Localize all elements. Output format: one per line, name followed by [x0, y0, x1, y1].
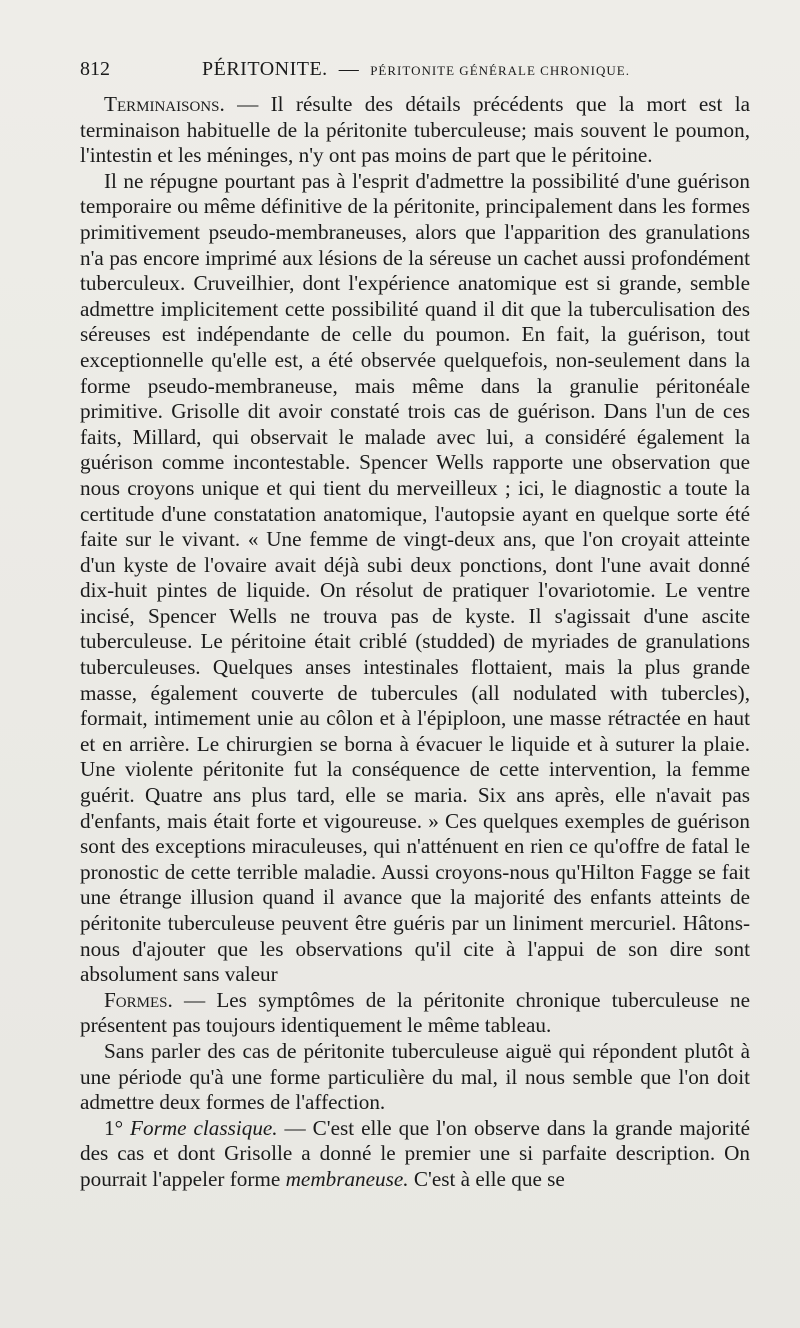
section-title: PÉRITONITE GÉNÉRALE CHRONIQUE.: [370, 63, 630, 78]
paragraph-text-end: C'est à elle que se: [408, 1166, 565, 1191]
header-separator: —: [338, 58, 360, 80]
paragraph-text: — Les symptômes de la péritonite chronique tuberculeuse ne présentent pas toujours identiquement le même tableau.: [80, 987, 750, 1038]
paragraph-guerison: [80, 169, 750, 988]
page-header: [80, 58, 750, 86]
running-title: PÉRITONITE.: [202, 58, 328, 80]
paragraph-deux-formes: [80, 1039, 750, 1116]
paragraph-text: Il ne répugne pourtant pas à l'esprit d'admettre la possibilité d'une guérison temporaire ou même définitive de la péritonite, principalement dans les formes primitivement pseudo-membraneuses, alors que l'apparition des granulations n'a pas encore imprimé aux lésions de la séreuse un cachet aussi profondément tuberculeux. Cruveilhier, dont l'expérience anatomique est si grande, semble admettre implicitement cette possibilité quand il dit que la tuberculisation des séreuses est indépendante de celle du poumon. En fait, la guérison, tout exceptionnelle qu'elle est, a été observée quelquefois, non-seulement dans la forme pseudo-membraneuse, mais même dans la granulie péritonéale primitive. Grisolle dit avoir constaté trois cas de guérison. Dans l'un de ces faits, Millard, qui observait le malade avec lui, a considéré également la guérison comme incontestable. Spencer Wells rapporte une observation que nous croyons unique et qui tient du merveilleux ; ici, le diagnostic a toute la certitude d'une constatation anatomique, l'autopsie ayant en quelque sorte été faite sur le vivant. « Une femme de vingt-deux ans, que l'on croyait atteinte d'un kyste de l'ovaire avait déjà subi deux ponctions, dont l'une avait donné dix-huit pintes de liquide. On résolut de pratiquer l'ovariotomie. Le ventre incisé, Spencer Wells ne trouva pas de kyste. Il s'agissait d'une ascite tuberculeuse. Le péritoine était criblé (studded) de myriades de granulations tuberculeuses. Quelques anses intestinales flottaient, mais la plus grande masse, également couverte de tubercules (all nodulated with tubercles), formait, intimement unie au côlon et à l'épiploon, une masse rétractée en haut et en arrière. Le chirurgien se borna à évacuer le liquide et à suturer la plaie. Une violente péritonite fut la conséquence de cette intervention, la femme guérit. Quatre ans plus tard, elle se maria. Six ans après, elle n'avait pas d'enfants, mais était forte et vigoureuse. » Ces quelques exemples de guérison sont des exceptions miraculeuses, qui n'atténuent en rien ce qu'offre de fatal le pronostic de cette terrible maladie. Aussi croyons-nous qu'Hilton Fagge se fait une étrange illusion quand il avance que la majorité des enfants atteints de péritonite tuberculeuse peuvent être guéris par un liniment mercuriel. Hâtons-nous d'ajouter que les observations qu'il cite à l'appui de son dire sont absolument sans valeur: [80, 168, 750, 987]
emphasis-text: membraneuse.: [285, 1166, 409, 1191]
paragraph-lead: Terminaisons.: [104, 92, 225, 116]
running-head: [202, 58, 630, 81]
paragraph-terminaisons: [80, 92, 750, 169]
item-number: 1°: [104, 1115, 124, 1140]
item-title: Forme classique.: [130, 1115, 278, 1140]
paragraph-text: — Il résulte des détails précédents que la mort est la terminaison habituelle de la péritonite tuberculeuse; mais souvent le poumon, l'intestin et les méninges, n'y ont pas moins de part que le péritoine.: [80, 92, 750, 168]
paragraph-lead: Formes.: [104, 987, 173, 1012]
page-body: [80, 92, 750, 1193]
paragraph-forme-classique: [80, 1116, 750, 1193]
paragraph-text: — C'est elle que l'on observe dans la grande majorité des cas et dont Grisolle a donné le premier une si parfaite description. On pourrait l'appeler forme: [80, 1115, 751, 1191]
paragraph-text: Sans parler des cas de péritonite tuberculeuse aiguë qui répondent plutôt à une période qu'à une forme particulière du mal, il nous semble que l'on doit admettre deux formes de l'affection.: [80, 1038, 750, 1115]
page-number: 812: [80, 58, 110, 80]
paragraph-formes: [80, 988, 750, 1039]
